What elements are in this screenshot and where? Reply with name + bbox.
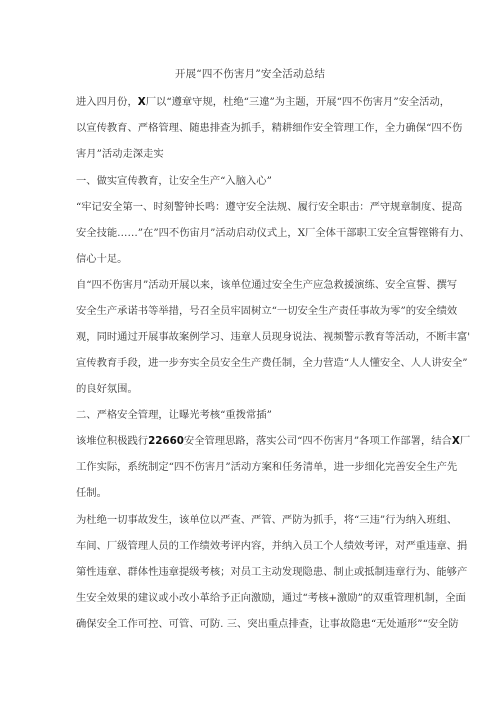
body-line: 车间、厂级管理人员的工作绩效考评内容，并纳入员工个人绩效考评，对严重违章、捐: [76, 540, 468, 552]
body-line: “牢记安全第一、时刻警钟长鸣：遵守安全法规、履行安全职击：严守规章制度、提高: [76, 201, 463, 213]
body-line: 任制。: [76, 487, 107, 499]
body-line: 的良好氛围。: [76, 383, 138, 395]
body-line: 信心十足。: [76, 253, 128, 265]
body-line: 宣传教育手段，进一步夯实全员安全生产费任制，全力营造“人人懂安全、人人讲安全”: [76, 357, 468, 369]
body-line: 以宣传教育、严格管理、随患排查为抓手，精耕细作安全管理工作，全力确保“四不伤: [76, 122, 463, 134]
body-line: 为杜绝一切事故发生，该单位以严查、严管、严防为抓手，将“三违”行为纳入班组、: [76, 514, 458, 526]
document-title: 开展“四不伤害月”安全活动总结: [174, 68, 326, 80]
body-line: 进入四月份，X厂以“遵章守规，杜绝“三違”为主题，开展“四不伤害月”安全活动，: [76, 96, 451, 108]
section-heading: 一、做实宣传教育，让安全生产“入脑入心”: [76, 175, 272, 187]
body-line: 工作实际，系统制定“四不伤害月”活动方案和任务清单，进一步细化完善安全生产先: [76, 461, 458, 473]
body-line: 第性违章、群体性违章提级考核；对员工主动发现隐患、制止或抵制违章行为、能够产: [76, 566, 468, 578]
body-line: 安全生产承诺书等举措，号召全员牢固树立“一切安全生产责任事故为零”的安全绩效: [76, 305, 458, 317]
body-line: 安全技能……”在”四不伤宙月”活动启动仪式上，X厂全体干部职工安全宣誓铿锵有力、: [76, 227, 470, 239]
section-heading: 二、严格安全管理，让曝光考核“重拨常插”: [76, 409, 272, 421]
body-line: 该堆位积极践行22660安全管理思路，落实公司“四不伤害月”各项工作部署，结合X厂: [76, 435, 471, 447]
body-line: 确保安全工作可控、可管、可防. 三、突出重点排查，让事故隐患“无处遁形”“安全防: [76, 618, 459, 630]
body-line: 自“四不伤害月”活动开展以来，该单位通过安全生产应急救援演练、安全宣誓、撰写: [76, 279, 458, 291]
body-line: 生安全效果的建议或小改小革给予正向激励，通过“考核+激励”的双重管理机制，全面: [76, 592, 466, 604]
body-line: 害月”活动走深走实: [76, 148, 164, 160]
body-line: 观，同时通过开展事故案例学习、违章人员现身说法、视频警示教育等活动，不断丰富': [76, 331, 471, 343]
